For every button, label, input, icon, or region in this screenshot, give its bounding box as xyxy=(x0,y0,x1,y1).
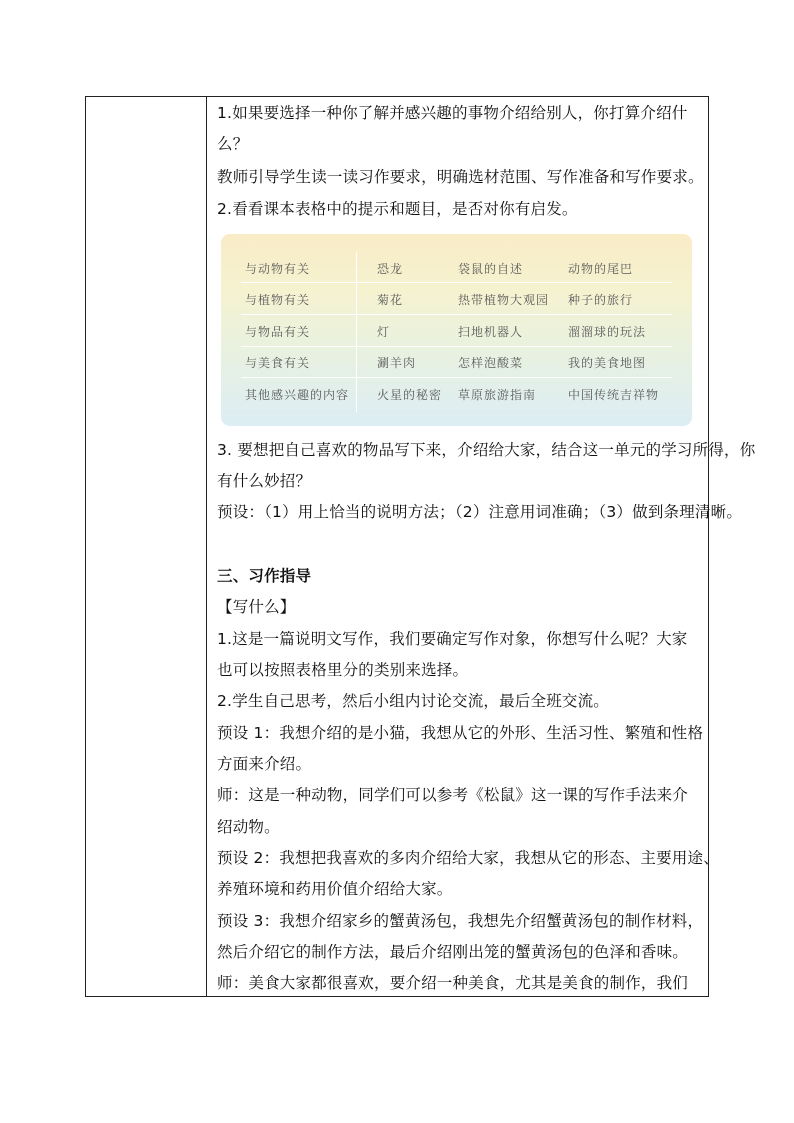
topic-item: 草原旅游指南 xyxy=(458,388,537,402)
body-line: 预设 3：我想介绍家乡的蟹黄汤包，我想先介绍蟹黄汤包的制作材料， xyxy=(217,912,704,930)
topic-item: 动物的尾巴 xyxy=(568,262,634,276)
teacher-guide-line: 教师引导学生读一读习作要求，明确选材范围、写作准备和写作要求。 xyxy=(217,168,704,186)
body-line: 1.这是一篇说明文写作，我们要确定写作对象，你想写什么呢？大家 xyxy=(217,630,688,648)
question-1-line-2: 么？ xyxy=(217,135,249,153)
topic-table-column-line xyxy=(356,252,357,412)
lesson-table xyxy=(85,96,756,997)
question-3-line-2: 有什么妙招？ xyxy=(217,472,312,490)
body-line: 预设 1：我想介绍的是小猫，我想从它的外形、生活习性、繁殖和性格 xyxy=(217,724,704,742)
topic-item: 溜溜球的玩法 xyxy=(568,325,647,339)
topic-item: 袋鼠的自述 xyxy=(458,262,524,276)
topic-category-animal: 与动物有关 xyxy=(245,262,311,276)
body-line: 养殖环境和药用价值介绍给大家。 xyxy=(217,880,453,898)
topic-item: 怎样泡酸菜 xyxy=(458,356,524,370)
body-line: 师：美食大家都很喜欢，要介绍一种美食，尤其是美食的制作，我们 xyxy=(217,974,689,992)
subsection-title: 【写什么】 xyxy=(217,598,296,616)
topic-table-row-line xyxy=(241,377,672,378)
topic-item: 中国传统吉祥物 xyxy=(568,388,660,402)
body-line: 然后介绍它的制作方法，最后介绍刚出笼的蟹黄汤包的色泽和香味。 xyxy=(217,943,689,961)
body-line: 预设 2：我想把我喜欢的多肉介绍给大家，我想从它的形态、主要用途、 xyxy=(217,849,719,867)
section-title: 三、习作指导 xyxy=(217,567,312,585)
column-divider xyxy=(206,97,207,996)
body-line: 2.学生自己思考，然后小组内讨论交流，最后全班交流。 xyxy=(217,692,609,710)
body-line: 方面来介绍。 xyxy=(217,755,312,773)
body-line: 绍动物。 xyxy=(217,818,280,836)
topic-item: 扫地机器人 xyxy=(458,325,524,339)
topic-item: 我的美食地图 xyxy=(568,356,647,370)
question-3-line-1: 3. 要想把自己喜欢的物品写下来，介绍给大家，结合这一单元的学习所得，你 xyxy=(217,441,756,459)
topic-item: 恐龙 xyxy=(377,262,404,276)
topic-item: 菊花 xyxy=(377,293,404,307)
topic-item: 热带植物大观园 xyxy=(458,293,550,307)
topic-category-object: 与物品有关 xyxy=(245,325,311,339)
topic-table-row-line xyxy=(241,314,672,315)
topic-item: 火星的秘密 xyxy=(377,388,443,402)
topic-table-row-line xyxy=(241,282,672,283)
body-line: 师：这是一种动物，同学们可以参考《松鼠》这一课的写作手法来介 xyxy=(217,786,689,804)
question-1-line-1: 1.如果要选择一种你了解并感兴趣的事物介绍给别人，你打算介绍什 xyxy=(217,104,688,122)
topic-item: 种子的旅行 xyxy=(568,293,634,307)
topic-category-other: 其他感兴趣的内容 xyxy=(245,388,350,402)
topic-category-plant: 与植物有关 xyxy=(245,293,311,307)
topic-table xyxy=(221,234,692,426)
body-line: 也可以按照表格里分的类别来选择。 xyxy=(217,661,469,679)
question-2-line: 2.看看课本表格中的提示和题目，是否对你有启发。 xyxy=(217,200,578,218)
topic-table-row-line xyxy=(241,346,672,347)
topic-item: 灯 xyxy=(377,325,391,339)
topic-category-food: 与美食有关 xyxy=(245,356,311,370)
preset-answer-line: 预设：（1）用上恰当的说明方法；（2）注意用词准确；（3）做到条理清晰。 xyxy=(217,503,743,521)
topic-item: 涮羊肉 xyxy=(377,356,417,370)
